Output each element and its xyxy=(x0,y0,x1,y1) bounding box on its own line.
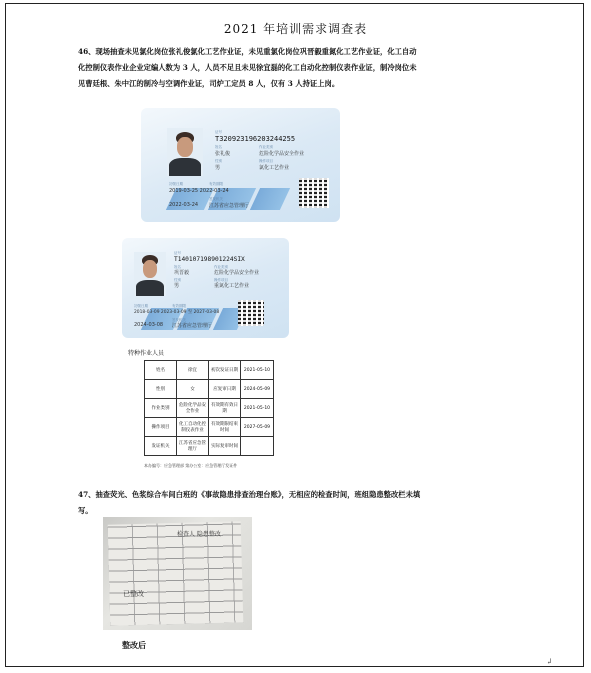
holder-gender: 男 xyxy=(174,283,180,289)
certificate-table-image xyxy=(126,346,274,470)
item-46-line-1: 46、现场抽查未见氯化岗位张礼俊氯化工艺作业证，未见重氯化岗位巩晋毅重氮化工艺作业证，化工自动 xyxy=(78,47,417,56)
table-row: 姓名 徐宜 初次发证日期 2021-05-10 xyxy=(145,361,274,380)
table-row: 操作项目 化工自动化控制仪表作业 有效期限结束时间 2027-05-09 xyxy=(145,418,274,437)
table-row: 作业类别 危险化学品安全作业 有效期有效日期 2021-05-10 xyxy=(145,399,274,418)
caption-after-rectification: 整改后 xyxy=(122,640,146,650)
operation-item: 氯化工艺作业 xyxy=(259,165,290,171)
document-title: 2021 年培训需求调查表 xyxy=(223,22,368,36)
issuing-authority: 江苏省应急管理厅 xyxy=(172,323,213,329)
item-47-line-2: 写。 xyxy=(78,506,93,515)
certificate-number: T320923196203244255 xyxy=(215,135,296,143)
form-header-text: 检查人 隐患整改 xyxy=(177,531,221,538)
certificate-number: T140107198901224SIX xyxy=(174,256,245,263)
table-row: 性别 女 应复审日期 2024-05-09 xyxy=(145,380,274,399)
operation-item: 重氮化工艺作业 xyxy=(214,283,250,289)
item-47-line-1: 47、抽查荧光、色浆综合车间白班的《事故隐患排查治理台账》，无相应的检查时间，班组隐患整改栏未填 xyxy=(78,490,421,499)
qr-code-icon xyxy=(299,178,329,208)
item-46-paragraph xyxy=(78,44,518,92)
table-footer: 本办编号：应急管理部 第办公室：应急管理厅发证件 xyxy=(144,463,238,468)
handwritten-note: 已整改 xyxy=(123,590,144,598)
valid-until: 2024-03-08 xyxy=(134,322,164,328)
certificate-card-1: 证号 T320923196203244255 姓名 张礼俊 作业类别 危险化学品安全作业 性别 男 操作项目 氯化工艺作业 初领日期 有效期限 2019-03-25 2022-03-24 2022-03-24 签发机关 江苏省应急管理厅 xyxy=(141,108,340,222)
certificate-table xyxy=(144,360,274,456)
holder-name: 张礼俊 xyxy=(215,151,231,157)
item-46-line-3: 见曹廷根、朱中江的制冷与空调作业证，司炉工定员 8 人，仅有 3 人持证上岗。 xyxy=(78,79,340,88)
certificate-card-2: 证号 T140107198901224SIX 姓名 巩晋毅 作业类别 危险化学品安全作业 性别 男 操作项目 重氮化工艺作业 初领日期 有效期限 2018-03-09 2023-03-09 至 2027-03-08 2024-03-08 签发机关 江苏省应急管理厅 xyxy=(122,238,289,338)
ledger-sheet xyxy=(108,521,244,625)
issue-dates: 2018-03-09 2023-03-09 至 2027-03-08 xyxy=(134,310,220,315)
valid-until: 2022-03-24 xyxy=(169,202,199,208)
holder-gender: 男 xyxy=(215,165,221,171)
holder-name: 巩晋毅 xyxy=(174,270,190,276)
paragraph-mark-icon: ↲ xyxy=(546,657,553,666)
portrait-photo xyxy=(167,128,203,176)
portrait-photo xyxy=(134,252,166,296)
table-title: 特种作业人员 xyxy=(128,350,165,357)
job-category: 危险化学品安全作业 xyxy=(259,151,305,157)
table-row: 发证机关 江苏省应急管理厅 实际复审时间 xyxy=(145,437,274,456)
job-category: 危险化学品安全作业 xyxy=(214,270,260,276)
page-border xyxy=(5,3,584,667)
issue-dates: 2019-03-25 2022-03-24 xyxy=(169,188,229,194)
ledger-form-photo xyxy=(103,517,252,630)
qr-code-icon xyxy=(238,300,264,326)
item-46-line-2: 化控制仪表作业企业定编人数为 3 人，人员不足且未见徐宜磊的化工自动化控制仪表作业证，制冷岗位未 xyxy=(78,63,417,72)
item-47-paragraph xyxy=(78,487,518,519)
issuing-authority: 江苏省应急管理厅 xyxy=(209,203,250,209)
